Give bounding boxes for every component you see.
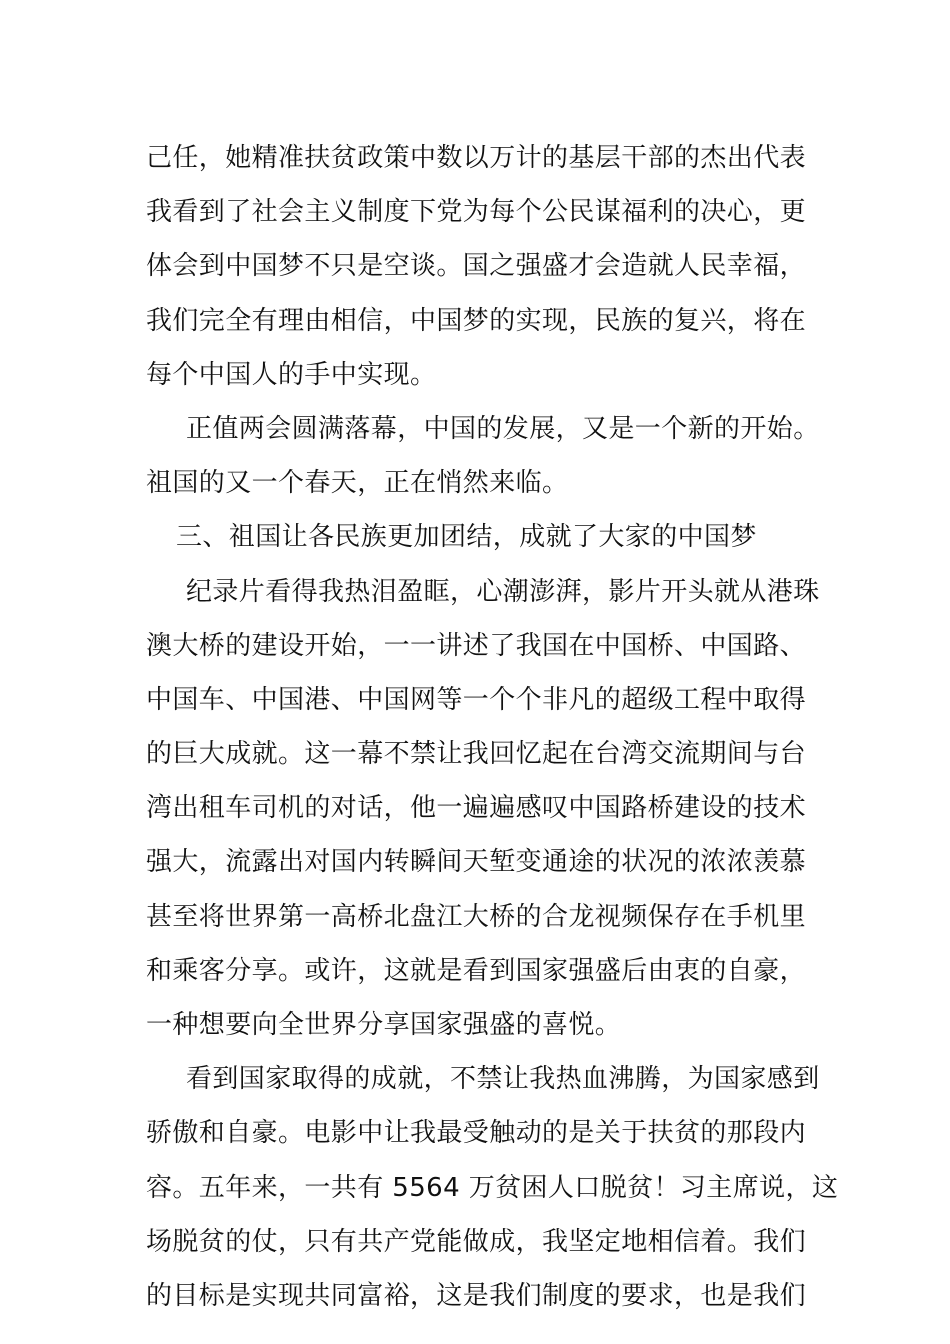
- document-body: [146, 131, 839, 1323]
- text-line: 强大，流露出对国内转瞬间天堑变通途的状况的浓浓羡慕: [146, 847, 807, 878]
- paragraph-first-line: 正值两会圆满落幕，中国的发展，又是一个新的开始。: [186, 413, 820, 444]
- text-line: 甚至将世界第一高桥北盘江大桥的合龙视频保存在手机里: [146, 901, 807, 932]
- text-line: 祖国的又一个春天，正在悄然来临。: [146, 468, 569, 499]
- text-line: 澳大桥的建设开始，一一讲述了我国在中国桥、中国路、: [146, 630, 807, 661]
- text-line: 我们完全有理由相信，中国梦的实现，民族的复兴，将在: [146, 305, 807, 336]
- text-line: 己任，她精准扶贫政策中数以万计的基层干部的杰出代表: [146, 143, 807, 173]
- text-line: 我看到了社会主义制度下党为每个公民谋福利的决心，更: [146, 197, 807, 228]
- text-line: 和乘客分享。或许，这就是看到国家强盛后由衷的自豪，: [146, 955, 807, 986]
- text-line: 的巨大成就。这一幕不禁让我回忆起在台湾交流期间与台: [146, 739, 807, 770]
- paragraph-first-line: 纪录片看得我热泪盈眶，心潮澎湃，影片开头就从港珠: [186, 576, 820, 607]
- text-line: 场脱贫的仗，只有共产党能做成，我坚定地相信着。我们: [146, 1226, 807, 1257]
- text-line: 的目标是实现共同富裕，这是我们制度的要求，也是我们: [146, 1280, 807, 1311]
- text-line: 每个中国人的手中实现。: [146, 359, 437, 390]
- text-line: 体会到中国梦不只是空谈。国之强盛才会造就人民幸福，: [146, 251, 807, 282]
- text-line: 骄傲和自豪。电影中让我最受触动的是关于扶贫的那段内: [146, 1118, 807, 1149]
- text-line: 湾出租车司机的对话，他一遍遍感叹中国路桥建设的技术: [146, 793, 807, 824]
- paragraph-first-line: 看到国家取得的成就，不禁让我热血沸腾，为国家感到: [186, 1064, 820, 1095]
- text-line: 中国车、中国港、中国网等一个个非凡的超级工程中取得: [146, 684, 807, 715]
- section-heading: 三、祖国让各民族更加团结，成就了大家的中国梦: [176, 522, 757, 553]
- text-line: 一种想要向全世界分享国家强盛的喜悦。: [146, 1010, 622, 1040]
- text-line: 容。五年来，一共有 5564 万贫困人口脱贫！习主席说，这: [146, 1172, 839, 1203]
